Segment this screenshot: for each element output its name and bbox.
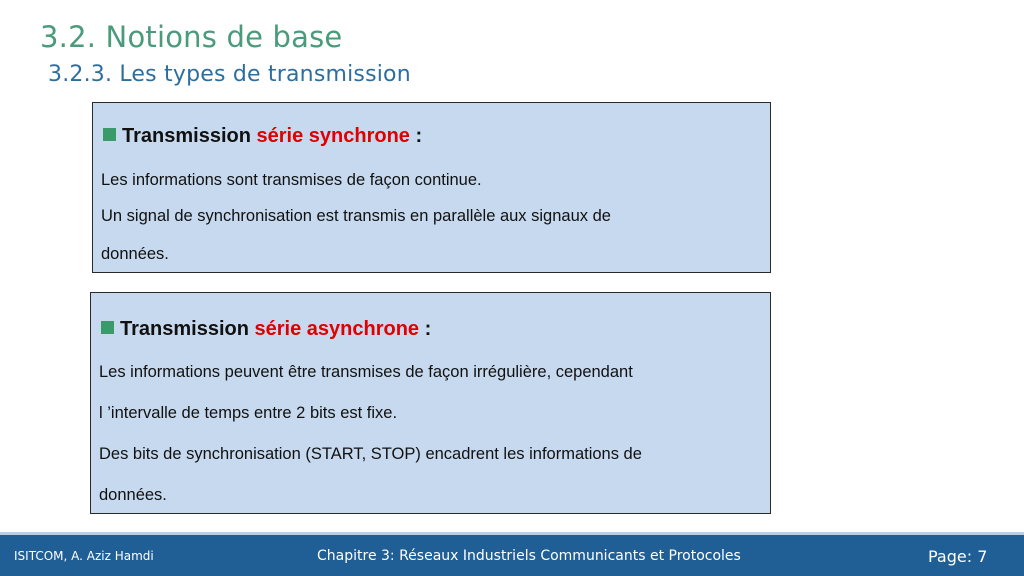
- footer-page-number: Page: 7: [928, 547, 988, 566]
- heading-prefix: Transmission: [120, 318, 255, 340]
- heading-suffix: :: [409, 125, 423, 147]
- synchronous-section-box: [92, 102, 771, 273]
- heading-emphasis: série asynchrone: [254, 318, 420, 340]
- slide-title: 3.2. Notions de base: [40, 20, 343, 54]
- slide-subtitle: 3.2.3. Les types de transmission: [48, 62, 411, 87]
- body-line: Les informations sont transmises de façon continue.: [101, 171, 482, 189]
- footer-bar: [0, 532, 1024, 576]
- body-line: Un signal de synchronisation est transmis en parallèle aux signaux de: [101, 207, 611, 225]
- body-line: Les informations peuvent être transmises de façon irrégulière, cependant: [99, 363, 633, 381]
- synchronous-heading: [103, 125, 422, 148]
- square-bullet-icon: [101, 321, 114, 334]
- body-line: données.: [99, 486, 167, 504]
- footer-author: ISITCOM, A. Aziz Hamdi: [14, 549, 154, 563]
- asynchronous-heading: [101, 318, 431, 341]
- square-bullet-icon: [103, 128, 116, 141]
- body-line: données.: [101, 245, 169, 263]
- heading-suffix: :: [419, 318, 432, 340]
- body-line: l ’intervalle de temps entre 2 bits est fixe.: [99, 404, 398, 422]
- heading-prefix: Transmission: [122, 125, 257, 147]
- asynchronous-section-box: [90, 292, 771, 514]
- heading-emphasis: série synchrone: [256, 125, 410, 147]
- body-line: Des bits de synchronisation (START, STOP) encadrent les informations de: [99, 445, 642, 463]
- footer-chapter: Chapitre 3: Réseaux Industriels Communicants et Protocoles: [317, 548, 741, 564]
